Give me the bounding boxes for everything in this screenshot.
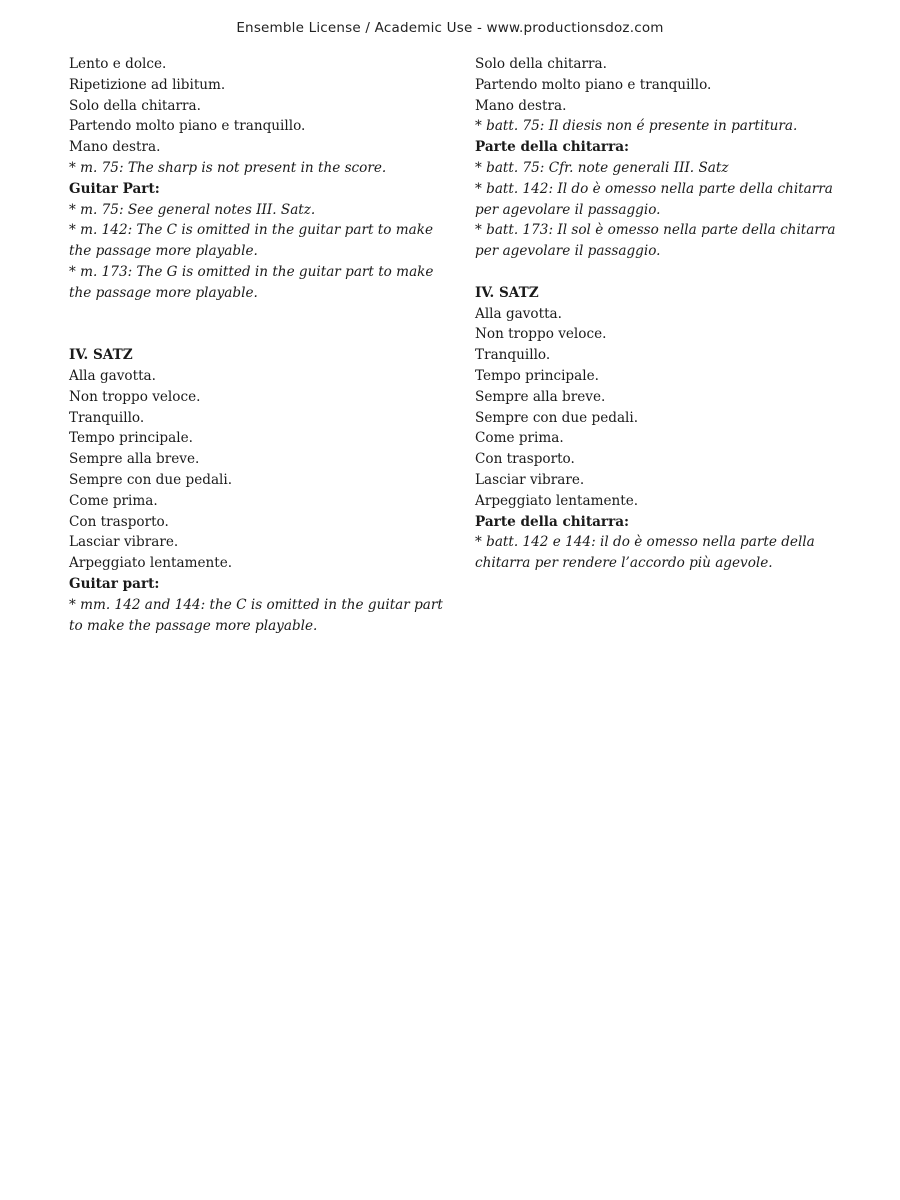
section-heading: IV. SATZ	[69, 347, 133, 364]
english-notes-column	[69, 54, 444, 636]
performance-term: Con trasporto.	[475, 451, 575, 468]
performance-term: Con trasporto.	[69, 513, 169, 530]
performance-term: Arpeggiato lentamente.	[69, 555, 233, 572]
performance-term: Alla gavotta.	[69, 367, 156, 384]
performance-term: Sempre alla breve.	[69, 451, 200, 468]
performance-term: Non troppo veloce.	[475, 326, 607, 343]
footnote: * batt. 173: Il sol è omesso nella parte della chitarra per agevolare il passaggio.	[475, 222, 836, 260]
section-subheading: Guitar Part:	[69, 180, 160, 197]
performance-term: Ripetizione ad libitum.	[69, 76, 226, 93]
spacer	[475, 262, 850, 283]
performance-term: Sempre con due pedali.	[69, 471, 233, 488]
footnote: * m. 142: The C is omitted in the guitar part to make the passage more playable.	[69, 222, 433, 260]
footnote: * m. 173: The G is omitted in the guitar part to make the passage more playable.	[69, 263, 434, 301]
section-subheading: Parte della chitarra:	[475, 139, 630, 156]
performance-term: Sempre alla breve.	[475, 388, 606, 405]
performance-term: Alla gavotta.	[475, 305, 562, 322]
performance-term: Lasciar vibrare.	[69, 534, 179, 551]
performance-term: Arpeggiato lentamente.	[475, 492, 639, 509]
license-header: Ensemble License / Academic Use - www.productionsdoz.com	[236, 20, 664, 36]
performance-term: Tempo principale.	[475, 367, 599, 384]
performance-term: Sempre con due pedali.	[475, 409, 639, 426]
section-subheading: Parte della chitarra:	[475, 513, 630, 530]
footnote: * batt. 142: Il do è omesso nella parte della chitarra per agevolare il passaggio.	[475, 180, 833, 218]
performance-term: Lasciar vibrare.	[475, 471, 585, 488]
footnote: * m. 75: The sharp is not present in the score.	[69, 159, 387, 176]
footnote: * batt. 75: Cfr. note generali III. Satz	[475, 159, 729, 176]
performance-term: Mano destra.	[69, 139, 161, 156]
spacer	[69, 304, 444, 346]
performance-term: Non troppo veloce.	[69, 388, 201, 405]
performance-term: Partendo molto piano e tranquillo.	[69, 118, 306, 135]
performance-term: Mano destra.	[475, 97, 567, 114]
italian-notes-column	[475, 54, 850, 574]
performance-term: Solo della chitarra.	[69, 97, 201, 114]
performance-term: Lento e dolce.	[69, 56, 167, 72]
performance-term: Tranquillo.	[475, 347, 551, 364]
section-heading: IV. SATZ	[475, 284, 539, 301]
section-subheading: Guitar part:	[69, 575, 160, 592]
performance-term: Partendo molto piano e tranquillo.	[475, 76, 712, 93]
performance-term: Come prima.	[475, 430, 564, 447]
footnote: * batt. 75: Il diesis non é presente in partitura.	[475, 118, 798, 135]
footnote: * m. 75: See general notes III. Satz.	[69, 201, 316, 218]
performance-term: Solo della chitarra.	[475, 56, 607, 72]
footnote: * batt. 142 e 144: il do è omesso nella parte della chitarra per rendere l’accordo più agevole.	[475, 534, 815, 572]
performance-term: Tempo principale.	[69, 430, 193, 447]
performance-term: Tranquillo.	[69, 409, 145, 426]
performance-term: Come prima.	[69, 492, 158, 509]
footnote: * mm. 142 and 144: the C is omitted in the guitar part to make the passage more playable.	[69, 596, 443, 634]
